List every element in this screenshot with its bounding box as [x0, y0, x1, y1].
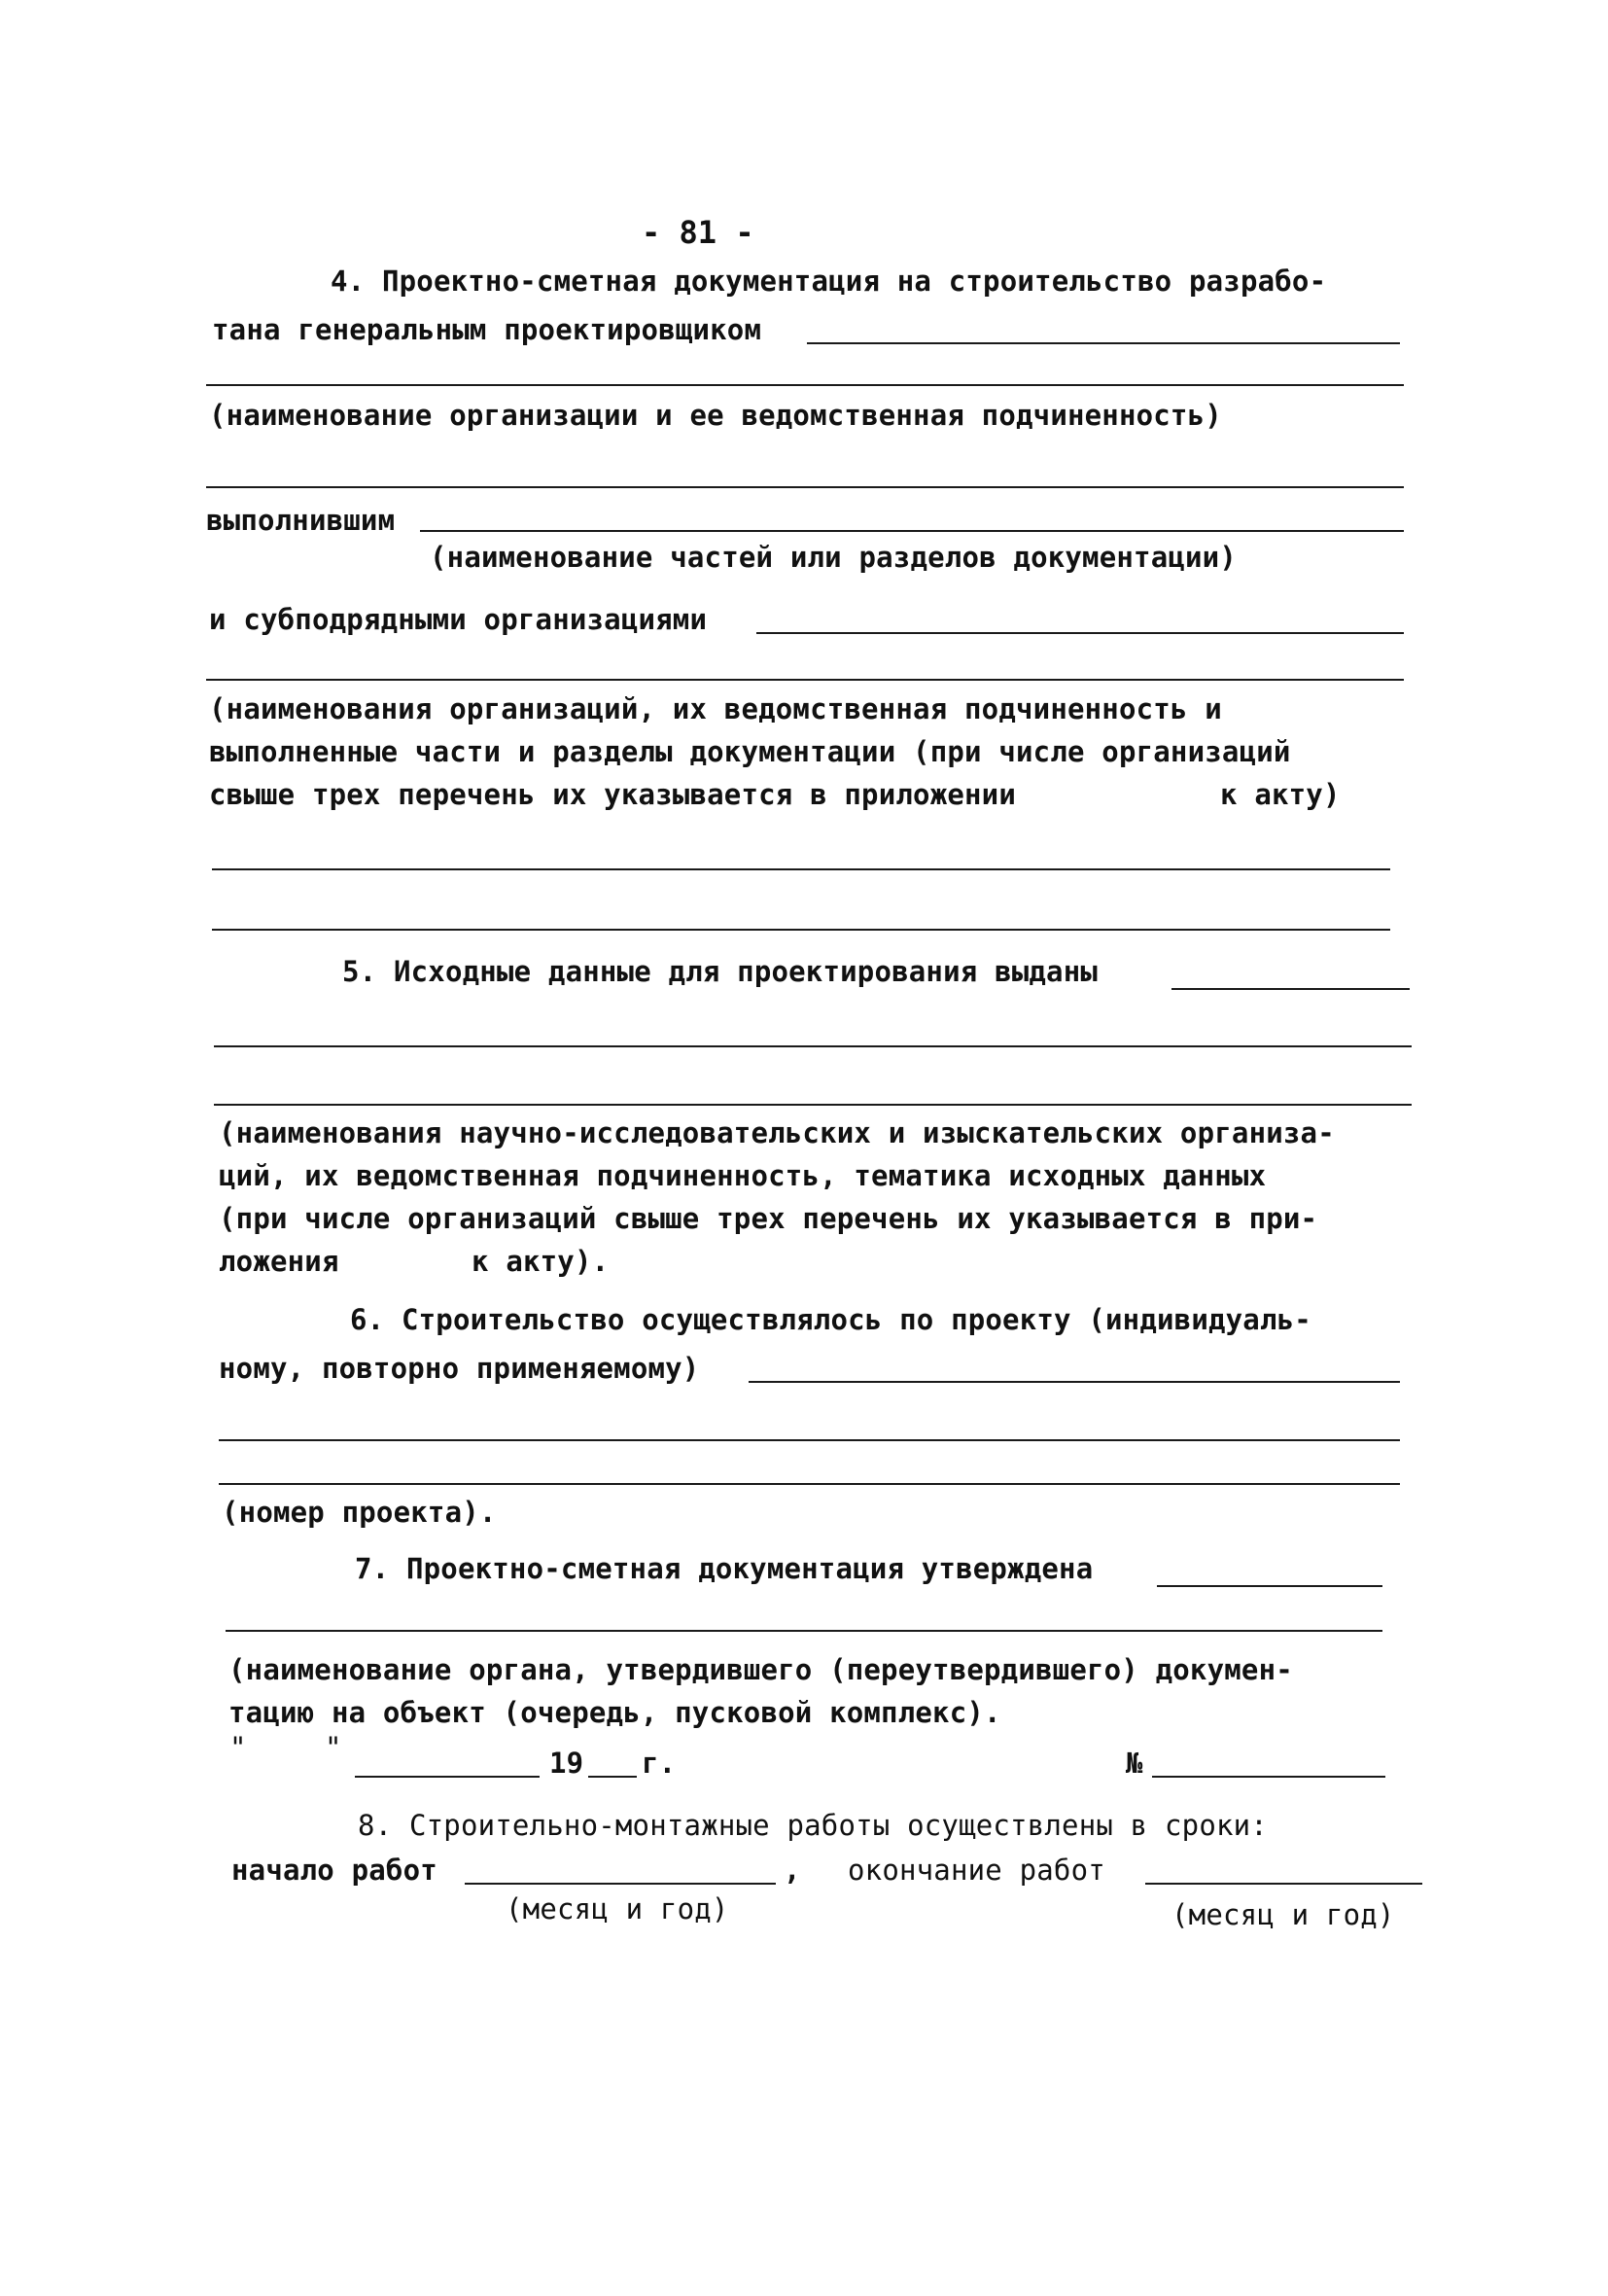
start-date-blank-line [465, 1883, 776, 1885]
general-designer-blank-line [807, 342, 1400, 344]
blank-line [219, 1483, 1400, 1485]
caption-subcontractors-line1: (наименования организаций, их ведомственная подчиненность и [209, 692, 1222, 725]
end-month-year-caption: (месяц и год) [1171, 1898, 1395, 1931]
subcontractors-blank-line [756, 632, 1404, 634]
caption-research-line4: ложения [219, 1245, 339, 1278]
blank-line [219, 1439, 1400, 1441]
caption-approver-line2: тацию на объект (очередь, пусковой комплекс). [228, 1696, 1001, 1729]
caption-project-number: (номер проекта). [222, 1496, 497, 1529]
year-suffix: г. [642, 1747, 677, 1780]
caption-subcontractors-line2: выполненные части и разделы документации (при числе организаций [209, 735, 1291, 768]
start-month-year-caption: (месяц и год) [506, 1892, 729, 1925]
section-5-heading: 5. Исходные данные для проектирования выданы [342, 955, 1099, 988]
section-6-heading-line2: ному, повторно применяемому) [219, 1352, 700, 1385]
section-4-heading-line1: 4. Проектно-сметная документация на строительство разрабо- [331, 265, 1327, 298]
blank-line [212, 929, 1390, 931]
approved-by-blank-line [1157, 1585, 1382, 1587]
blank-line [226, 1630, 1382, 1632]
page-number: - 81 - [642, 214, 754, 251]
start-comma: , [784, 1854, 801, 1887]
section-6-heading-line1: 6. Строительство осуществлялось по проекту (индивидуаль- [350, 1303, 1311, 1336]
caption-approver-line1: (наименование органа, утвердившего (переутвердившего) докумен- [228, 1653, 1293, 1686]
blank-line [206, 486, 1404, 488]
blank-line [206, 679, 1404, 681]
blank-line [214, 1104, 1412, 1106]
caption-subcontractors-line3-end: к акту) [1220, 778, 1341, 811]
section-7-heading: 7. Проектно-сметная документация утверждена [355, 1552, 1094, 1585]
subcontractors-label: и субподрядными организациями [209, 603, 708, 636]
date-quote-close: " [325, 1731, 342, 1764]
caption-research-line4-end: к акту). [472, 1245, 610, 1278]
end-label: окончание работ [848, 1854, 1105, 1887]
caption-organization: (наименование организации и ее ведомственная подчиненность) [209, 399, 1222, 432]
blank-line [214, 1045, 1412, 1047]
date-quote-open: " [229, 1731, 247, 1764]
source-data-blank-line [1171, 988, 1410, 990]
caption-research-line2: ций, их ведомственная подчиненность, тематика исходных данных [219, 1159, 1267, 1192]
caption-research-line1: (наименования научно-исследовательских и изыскательских организа- [219, 1116, 1335, 1149]
executed-blank-line [420, 530, 1404, 532]
number-sign: № [1126, 1747, 1143, 1780]
start-label: начало работ [231, 1854, 437, 1887]
caption-subcontractors-line3: свыше трех перечень их указывается в приложении [209, 778, 1016, 811]
year-prefix: 19 [549, 1747, 584, 1780]
section-4-heading-line2: тана генеральным проектировщиком [212, 313, 762, 346]
executed-label: выполнившим [206, 504, 396, 537]
caption-doc-parts: (наименование частей или разделов документации) [430, 541, 1237, 574]
approval-number-blank-line [1152, 1776, 1385, 1778]
caption-research-line3: (при числе организаций свыше трех перечень их указывается в при- [219, 1202, 1318, 1235]
date-month-blank-line [355, 1776, 540, 1778]
year-blank-line [588, 1776, 637, 1778]
end-date-blank-line [1145, 1883, 1422, 1885]
section-8-heading: 8. Строительно-монтажные работы осуществлены в сроки: [358, 1809, 1268, 1842]
blank-line [212, 868, 1390, 870]
blank-line [206, 384, 1404, 386]
project-type-blank-line [749, 1381, 1400, 1383]
